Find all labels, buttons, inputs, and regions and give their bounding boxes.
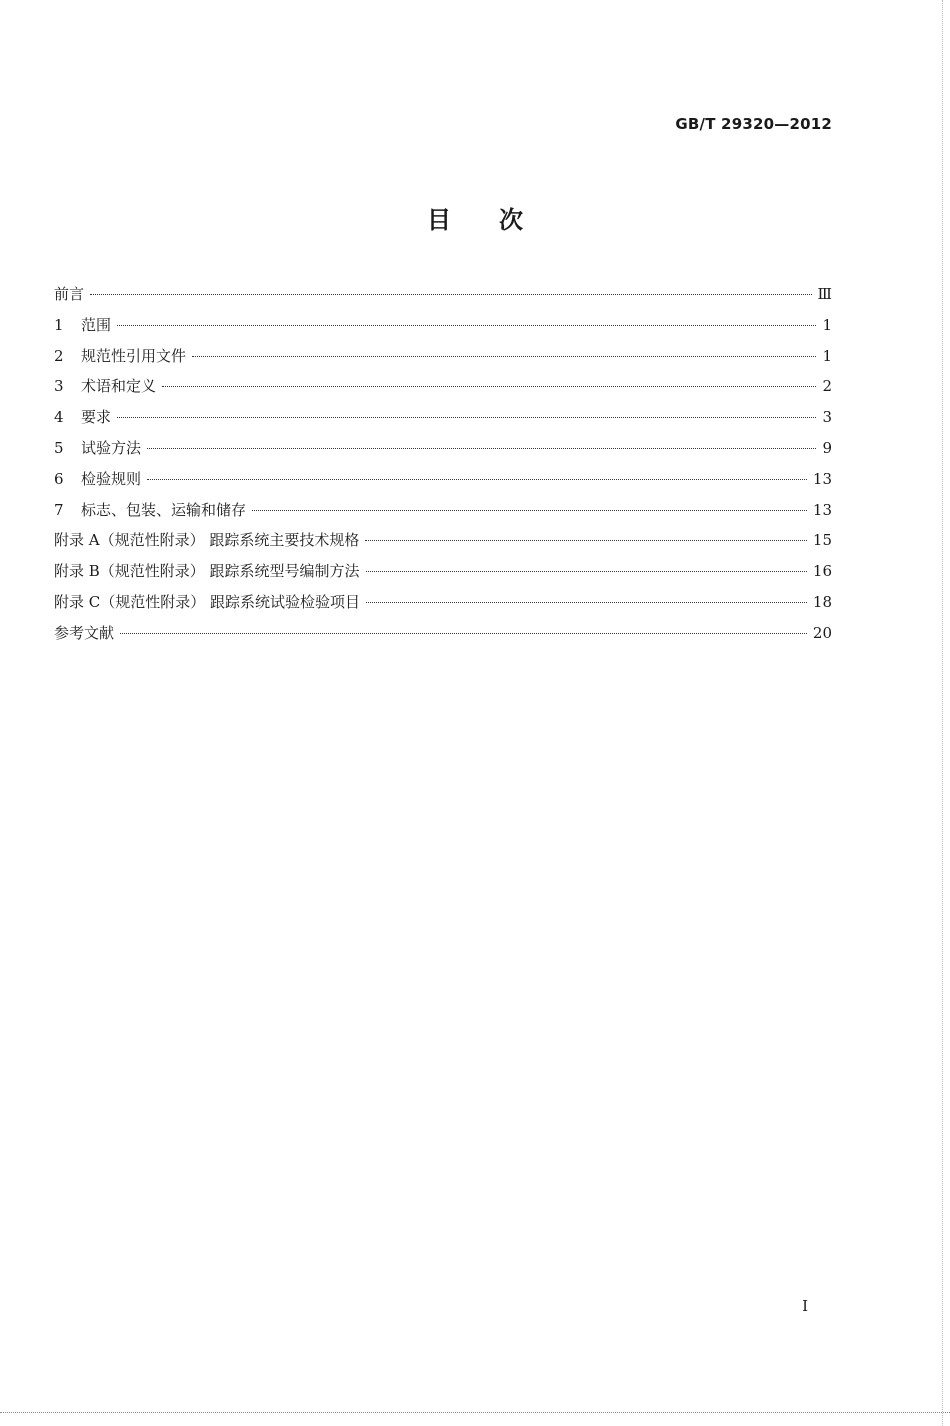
page-number: I — [802, 1297, 808, 1315]
toc-entry[interactable] — [54, 406, 832, 437]
toc-entry[interactable] — [54, 560, 832, 591]
toc-entry-number: 3 — [54, 377, 64, 396]
toc-leader-dots — [365, 540, 807, 541]
toc-entry[interactable] — [54, 591, 832, 622]
toc-entry-number: 7 — [54, 500, 64, 519]
toc-entry[interactable] — [54, 375, 832, 406]
toc-entry-page: 1 — [822, 315, 832, 334]
toc-entry-page: 13 — [812, 500, 832, 519]
toc-entry-label: 术语和定义 — [81, 377, 157, 396]
toc-entry-number: 5 — [54, 438, 64, 457]
toc-entry-label: 前言 — [54, 285, 85, 303]
toc-leader-dots — [366, 571, 807, 572]
toc-entry-page: Ⅲ — [817, 285, 832, 303]
toc-leader-dots — [192, 356, 816, 357]
toc-entry-label: 附录 A（规范性附录） 跟踪系统主要技术规格 — [54, 531, 360, 550]
toc-entry-number: 1 — [54, 315, 64, 334]
toc-entry[interactable] — [54, 437, 832, 468]
toc-leader-dots — [120, 633, 807, 634]
toc-entry-page: 1 — [822, 346, 832, 365]
toc-entry[interactable] — [54, 468, 832, 499]
toc-entry-label: 试验方法 — [81, 438, 142, 457]
toc-entry-label: 附录 C（规范性附录） 跟踪系统试验检验项目 — [54, 592, 361, 611]
toc-leader-dots — [366, 602, 807, 603]
scan-edge-bottom — [0, 1412, 950, 1414]
toc-entry-page: 20 — [812, 623, 832, 642]
toc-entry-page: 18 — [812, 592, 832, 611]
toc-leader-dots — [117, 325, 816, 326]
toc-entry[interactable] — [54, 314, 832, 345]
toc-entry-page: 13 — [812, 469, 832, 488]
toc-leader-dots — [252, 510, 807, 511]
toc-entry-page: 15 — [812, 531, 832, 550]
standard-code: GB/T 29320—2012 — [675, 115, 832, 133]
toc-entry[interactable] — [54, 499, 832, 530]
toc-entry[interactable] — [54, 622, 832, 653]
table-of-contents — [54, 283, 832, 653]
toc-entry[interactable] — [54, 345, 832, 376]
toc-entry-number: 2 — [54, 346, 64, 365]
toc-title: 目次 — [427, 206, 571, 234]
toc-leader-dots — [117, 417, 816, 418]
toc-entry-label: 附录 B（规范性附录） 跟踪系统型号编制方法 — [54, 562, 360, 581]
toc-entry-page: 9 — [822, 438, 832, 457]
toc-entry-label: 规范性引用文件 — [81, 346, 187, 365]
toc-leader-dots — [147, 448, 816, 449]
toc-entry[interactable] — [54, 529, 832, 560]
toc-entry-page: 2 — [822, 377, 832, 396]
scan-edge-right — [942, 0, 944, 1426]
toc-entry-label: 范围 — [81, 315, 112, 334]
toc-entry-label: 参考文献 — [54, 623, 115, 642]
toc-leader-dots — [162, 386, 816, 387]
toc-entry-label: 要求 — [81, 408, 112, 427]
toc-entry-page: 16 — [812, 562, 832, 581]
toc-entry[interactable] — [54, 283, 832, 314]
toc-entry-label: 标志、包装、运输和储存 — [81, 500, 247, 519]
toc-entry-page: 3 — [822, 408, 832, 427]
toc-entry-number: 6 — [54, 469, 64, 488]
toc-leader-dots — [147, 479, 807, 480]
toc-leader-dots — [90, 294, 812, 295]
toc-entry-number: 4 — [54, 408, 64, 427]
toc-entry-label: 检验规则 — [81, 469, 142, 488]
